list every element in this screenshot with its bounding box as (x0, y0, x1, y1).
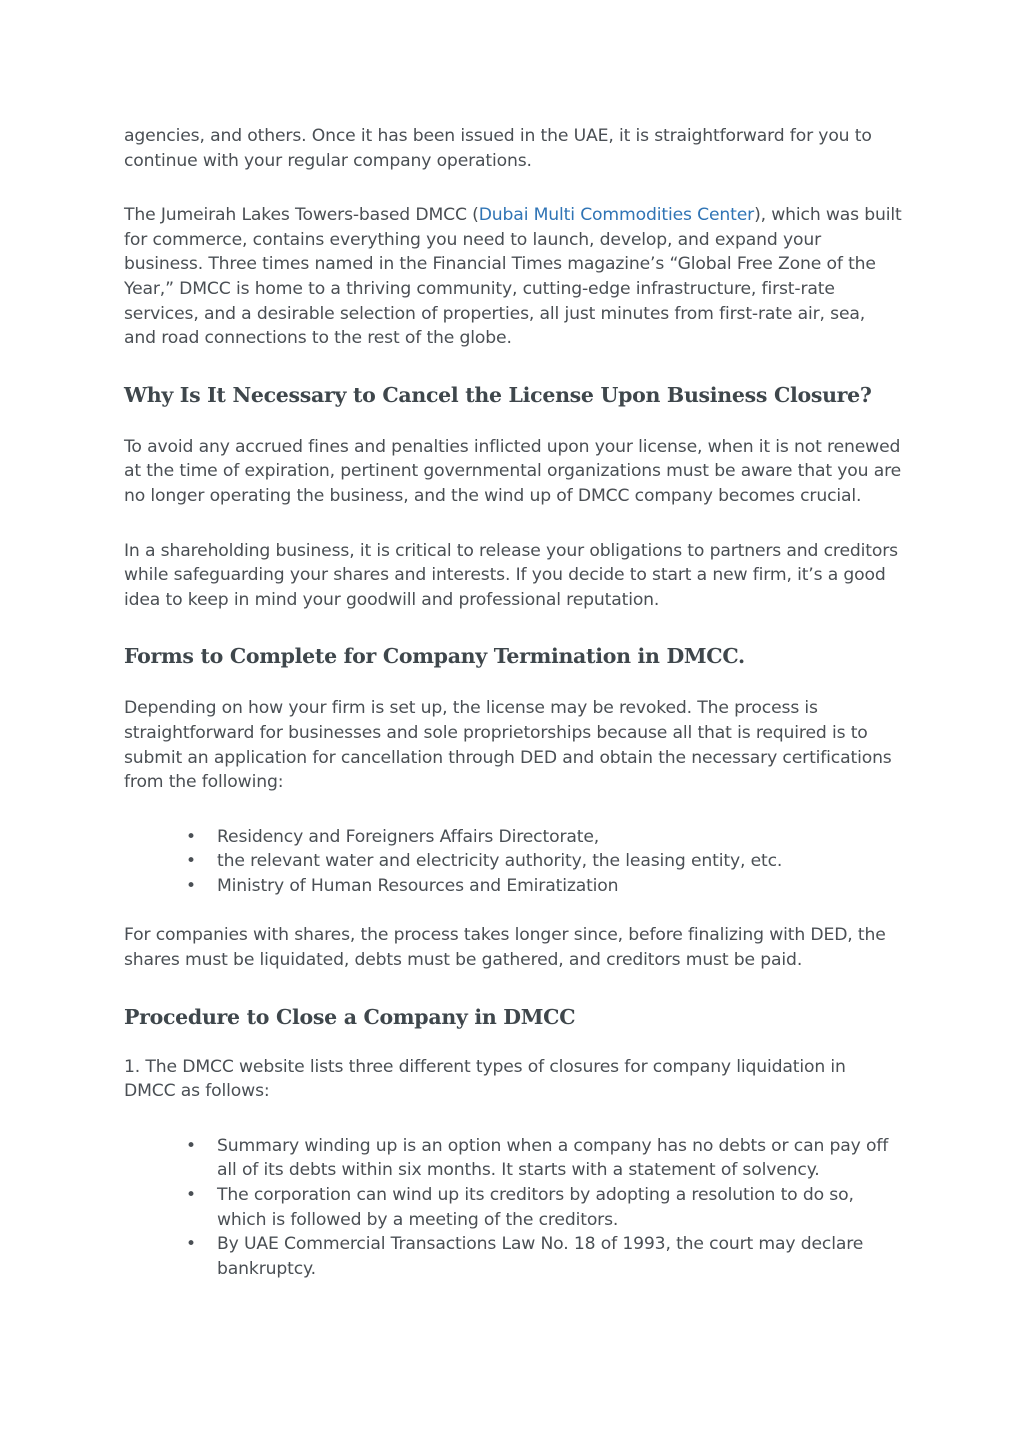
bullet-icon: • (186, 851, 196, 872)
paragraph-shares: For companies with shares, the process takes longer since, before finalizing with DED, the shares must be liquidated, debts must be gathered, and creditors must be paid. (124, 925, 886, 971)
list-item (124, 1183, 902, 1232)
paragraph-closure-types: 1. The DMCC website lists three different types of closures for company liquidation in DMCC as follows: (124, 1056, 846, 1102)
certifications-list (124, 825, 902, 899)
paragraph-avoid-fines: To avoid any accrued fines and penalties inflicted upon your license, when it is not renewed at the time of expiration, pertinent governmental organizations must be aware that you are no longer operating the business, and the wind up of DMCC company becomes crucial. (124, 436, 902, 506)
bullet-icon: • (186, 1234, 196, 1255)
list-item (124, 849, 902, 874)
paragraph-intro: agencies, and others. Once it has been issued in the UAE, it is straightforward for you to continue with your regular company operations. (124, 126, 872, 171)
list-item-text: The corporation can wind up its creditors by adopting a resolution to do so, which is followed by a meeting of the creditors. (217, 1185, 854, 1230)
heading-why-cancel: Why Is It Necessary to Cancel the License Upon Business Closure? (124, 382, 872, 407)
list-item (124, 1134, 902, 1183)
list-item-text: Summary winding up is an option when a company has no debts or can pay off all of its debts within six months. It starts with a statement of solvency. (217, 1135, 889, 1181)
paragraph-license-revoked: Depending on how your firm is set up, the license may be revoked. The process is straightforward for businesses and sole proprietorships because all that is required is to submit an application for cancellation through DED and obtain the necessary certifications from the following: (124, 698, 892, 793)
closure-types-list (124, 1134, 902, 1282)
list-item-text: Residency and Foreigners Affairs Directorate, (217, 826, 600, 847)
heading-procedure: Procedure to Close a Company in DMCC (124, 1004, 576, 1029)
list-item (124, 874, 902, 899)
list-item-text: Ministry of Human Resources and Emiratization (217, 875, 619, 896)
heading-forms: Forms to Complete for Company Termination in DMCC. (124, 644, 745, 669)
bullet-icon: • (186, 1185, 196, 1206)
paragraph-text: The Jumeirah Lakes Towers-based DMCC ( (124, 205, 479, 226)
paragraph-dmcc-description (124, 203, 902, 351)
list-item (124, 1232, 902, 1281)
bullet-icon: • (186, 826, 196, 847)
document-page (124, 124, 902, 1281)
bullet-icon: • (186, 875, 196, 896)
paragraph-text: ), which was built for commerce, contains everything you need to launch, develop, and expand your business. Three times named in the Financial Times magazine’s “Global Free Zone of the Year,” DMCC is home to a thriving community, cutting-edge infrastructure, first-rate services, and a desirable selection of properties, all just minutes from first-rate air, sea, and road connections to the rest of the globe. (124, 205, 902, 349)
paragraph-shareholding: In a shareholding business, it is critical to release your obligations to partners and creditors while safeguarding your shares and interests. If you decide to start a new firm, it’s a good idea to keep in mind your goodwill and professional reputation. (124, 540, 898, 610)
list-item (124, 825, 902, 850)
bullet-icon: • (186, 1135, 196, 1156)
list-item-text: the relevant water and electricity authority, the leasing entity, etc. (217, 851, 783, 872)
dmcc-link[interactable]: Dubai Multi Commodities Center (478, 205, 755, 226)
list-item-text: By UAE Commercial Transactions Law No. 18 of 1993, the court may declare bankruptcy. (217, 1234, 864, 1279)
